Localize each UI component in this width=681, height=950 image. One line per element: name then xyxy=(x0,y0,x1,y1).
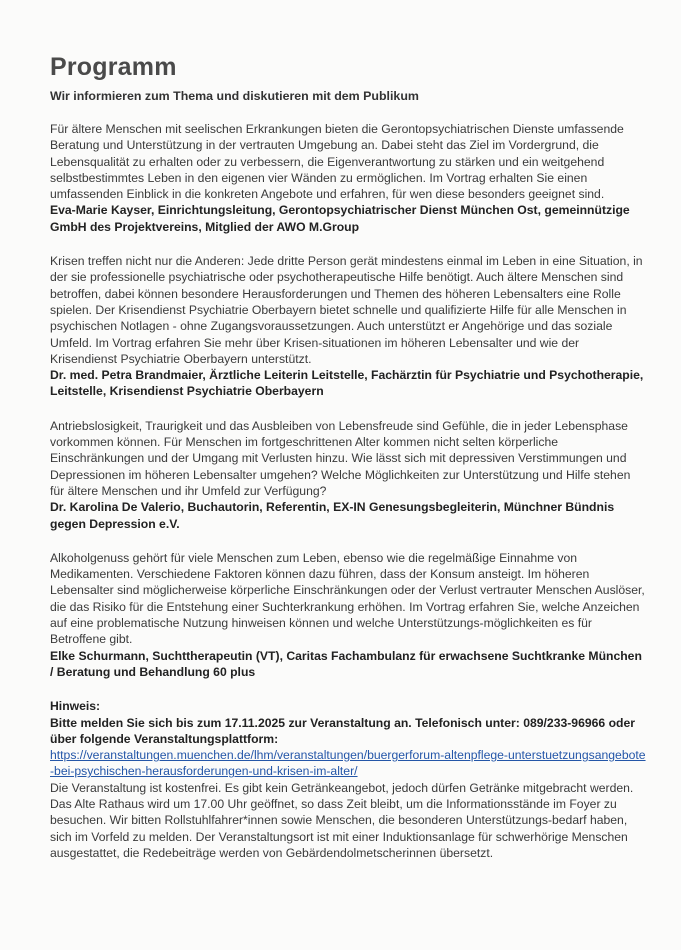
hint-title: Hinweis: xyxy=(50,699,101,714)
talk-speaker: Dr. med. Petra Brandmaier, Ärztliche Leiterin Leitstelle, Fachärztin für Psychiatrie und Psychotherapie, Leitstelle, Krisendienst Psychiatrie Oberbayern xyxy=(50,368,644,399)
talk-section-1 xyxy=(50,121,647,235)
closing-notice: Die Veranstaltung ist kostenfrei. Es gibt kein Getränkeangebot, jedoch dürfen Getränke mitgebracht werden. Das Alte Rathaus wird um 17.00 Uhr geöffnet, so dass Zeit bleibt, um die Informationsstände im Foyer zu besuchen. Wir bitten Rollstuhlfahrer*innen sowie Menschen, die besonderen Unterstützungs-bedarf haben, sich im Vorfeld zu melden. Der Veranstaltungsort ist mit einer Induktionsanlage für schwerhörige Menschen ausgestattet, die Redebeiträge werden von Gebärdendolmetscherinnen übersetzt. xyxy=(50,780,634,860)
hint-section xyxy=(50,698,647,861)
page-title: Programm xyxy=(50,53,177,81)
talk-description: Krisen treffen nicht nur die Anderen: Jede dritte Person gerät mindestens einmal im Leben in eine Situation, in der sie professionelle psychiatrische oder psychotherapeutische Hilfe benötigt. Auch ältere Menschen sind betroffen, dabei können besondere Herausforderungen und Themen des höheren Lebensalters eine Rolle spielen. Der Krisendienst Psychiatrie Oberbayern bietet schnelle und qualifizierte Hilfe für alle Menschen in psychischen Notlagen - ohne Zugangsvoraussetzungen. Auch unterstützt er Angehörige und das soziale Umfeld. Im Vortrag erfahren Sie mehr über Krisen-situationen im höheren Lebensalter und wie der Krisendienst Psychiatrie Oberbayern unterstützt. xyxy=(50,254,643,366)
talk-speaker: Dr. Karolina De Valerio, Buchautorin, Referentin, EX-IN Genesungsbegleiterin, Münchner Bündnis gegen Depression e.V. xyxy=(50,500,615,531)
talk-section-2 xyxy=(50,253,647,400)
talk-description: Antriebslosigkeit, Traurigkeit und das Ausbleiben von Lebensfreude sind Gefühle, die in jeder Lebensphase vorkommen können. Für Menschen im fortgeschrittenen Alter kommen nicht selten körperliche Einschränkungen und der Umgang mit Verlusten hinzu. Wie lässt sich mit depressiven Verstimmungen und Depressionen im höheren Lebensalter umgehen? Welche Möglichkeiten zur Unterstützung und Hilfe stehen für ältere Menschen und ihr Umfeld zur Verfügung? xyxy=(50,418,631,498)
talk-speaker: Eva-Marie Kayser, Einrichtungsleitung, Gerontopsychiatrischer Dienst München Ost, gemeinnützige GmbH des Projektvereins, Mitglied der AWO M.Group xyxy=(50,203,630,234)
registration-link-line xyxy=(50,747,647,780)
talk-speaker: Elke Schurmann, Suchttherapeutin (VT), Caritas Fachambulanz für erwachsene Suchtkranke München / Beratung und Behandlung 60 plus xyxy=(50,648,642,679)
talk-section-3 xyxy=(50,418,647,532)
talk-section-4 xyxy=(50,550,647,680)
talk-description: Alkoholgenuss gehört für viele Menschen zum Leben, ebenso wie die regelmäßige Einnahme von Medikamenten. Verschiedene Faktoren können dazu führen, dass der Konsum ansteigt. Im höheren Lebensalter sind möglicherweise körperliche Einschränkungen oder der Verlust vertrauter Menschen Auslöser, die das Risiko für die Entstehung einer Suchterkrankung erhöhen. Im Vortrag erfahren Sie, welche Anzeichen auf eine problematische Nutzung hinweisen können und welche Unterstützungs-möglichkeiten es für Betroffene gibt. xyxy=(50,550,645,647)
page-subtitle: Wir informieren zum Thema und diskutieren mit dem Publikum xyxy=(50,89,419,103)
registration-notice: Bitte melden Sie sich bis zum 17.11.2025 zur Veranstaltung an. Telefonisch unter: 089/233-96966 oder über folgende Veranstaltungsplattform: xyxy=(50,715,635,746)
talk-description: Für ältere Menschen mit seelischen Erkrankungen bieten die Gerontopsychiatrischen Dienste umfassende Beratung und Unterstützung in der vertrauten Umgebung an. Dabei steht das Ziel im Vordergrund, die Lebensqualität zu erhalten oder zu verbessern, die Eigenverantwortung zu stärken und ein weitgehend selbstbestimmtes Leben in den eigenen vier Wänden zu ermöglichen. Im Vortrag erhalten Sie einen umfassenden Einblick in die konkreten Angebote und erfahren, für wen diese besonders geeignet sind. xyxy=(50,122,624,202)
registration-link[interactable]: https://veranstaltungen.muenchen.de/lhm/veranstaltungen/buergerforum-altenpflege-unterstuetzungsangebote-bei-psychischen-herausforderungen-und-krisen-im-alter/ xyxy=(50,748,646,779)
